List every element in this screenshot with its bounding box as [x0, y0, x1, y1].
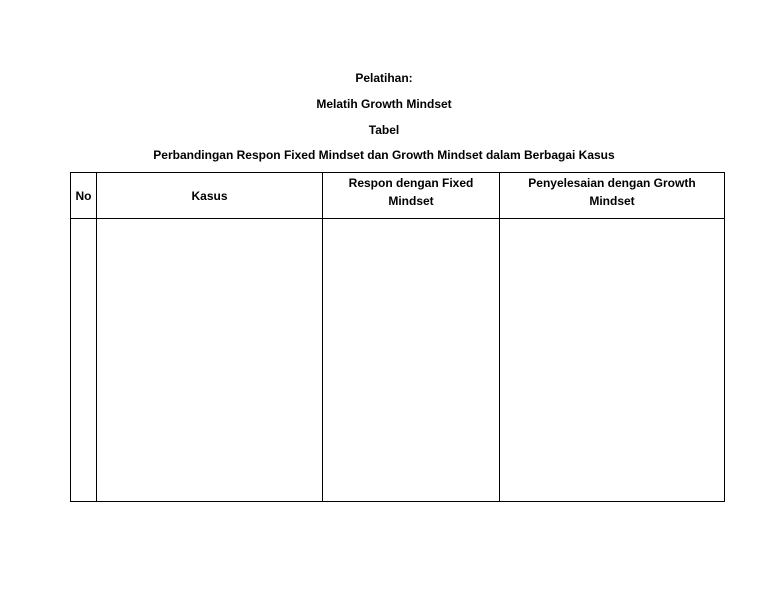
column-header-kasus — [97, 173, 323, 219]
table-header-row — [71, 173, 725, 219]
column-header-no — [71, 173, 97, 219]
column-header-label: Penyelesaian dengan Growth — [528, 176, 696, 190]
column-header-label: Respon dengan Fixed — [348, 176, 474, 190]
cell-growth-mindset[interactable] — [500, 219, 725, 502]
cell-no[interactable] — [71, 219, 97, 502]
table-row — [71, 219, 725, 502]
column-header-label: No — [75, 188, 92, 203]
training-title: Melatih Growth Mindset — [316, 97, 452, 111]
column-header-label-continued: Mindset — [589, 194, 635, 208]
cell-fixed-mindset[interactable] — [323, 219, 500, 502]
table-label: Tabel — [368, 123, 400, 137]
comparison-table — [70, 172, 725, 502]
training-label: Pelatihan: — [355, 71, 413, 85]
column-header-fixed-mindset — [323, 173, 500, 219]
column-header-label-continued: Mindset — [388, 194, 434, 208]
cell-kasus[interactable] — [97, 219, 323, 502]
column-header-growth-mindset — [500, 173, 725, 219]
table-title: Perbandingan Respon Fixed Mindset dan Growth Mindset dalam Berbagai Kasus — [153, 148, 615, 162]
column-header-label: Kasus — [191, 188, 228, 203]
